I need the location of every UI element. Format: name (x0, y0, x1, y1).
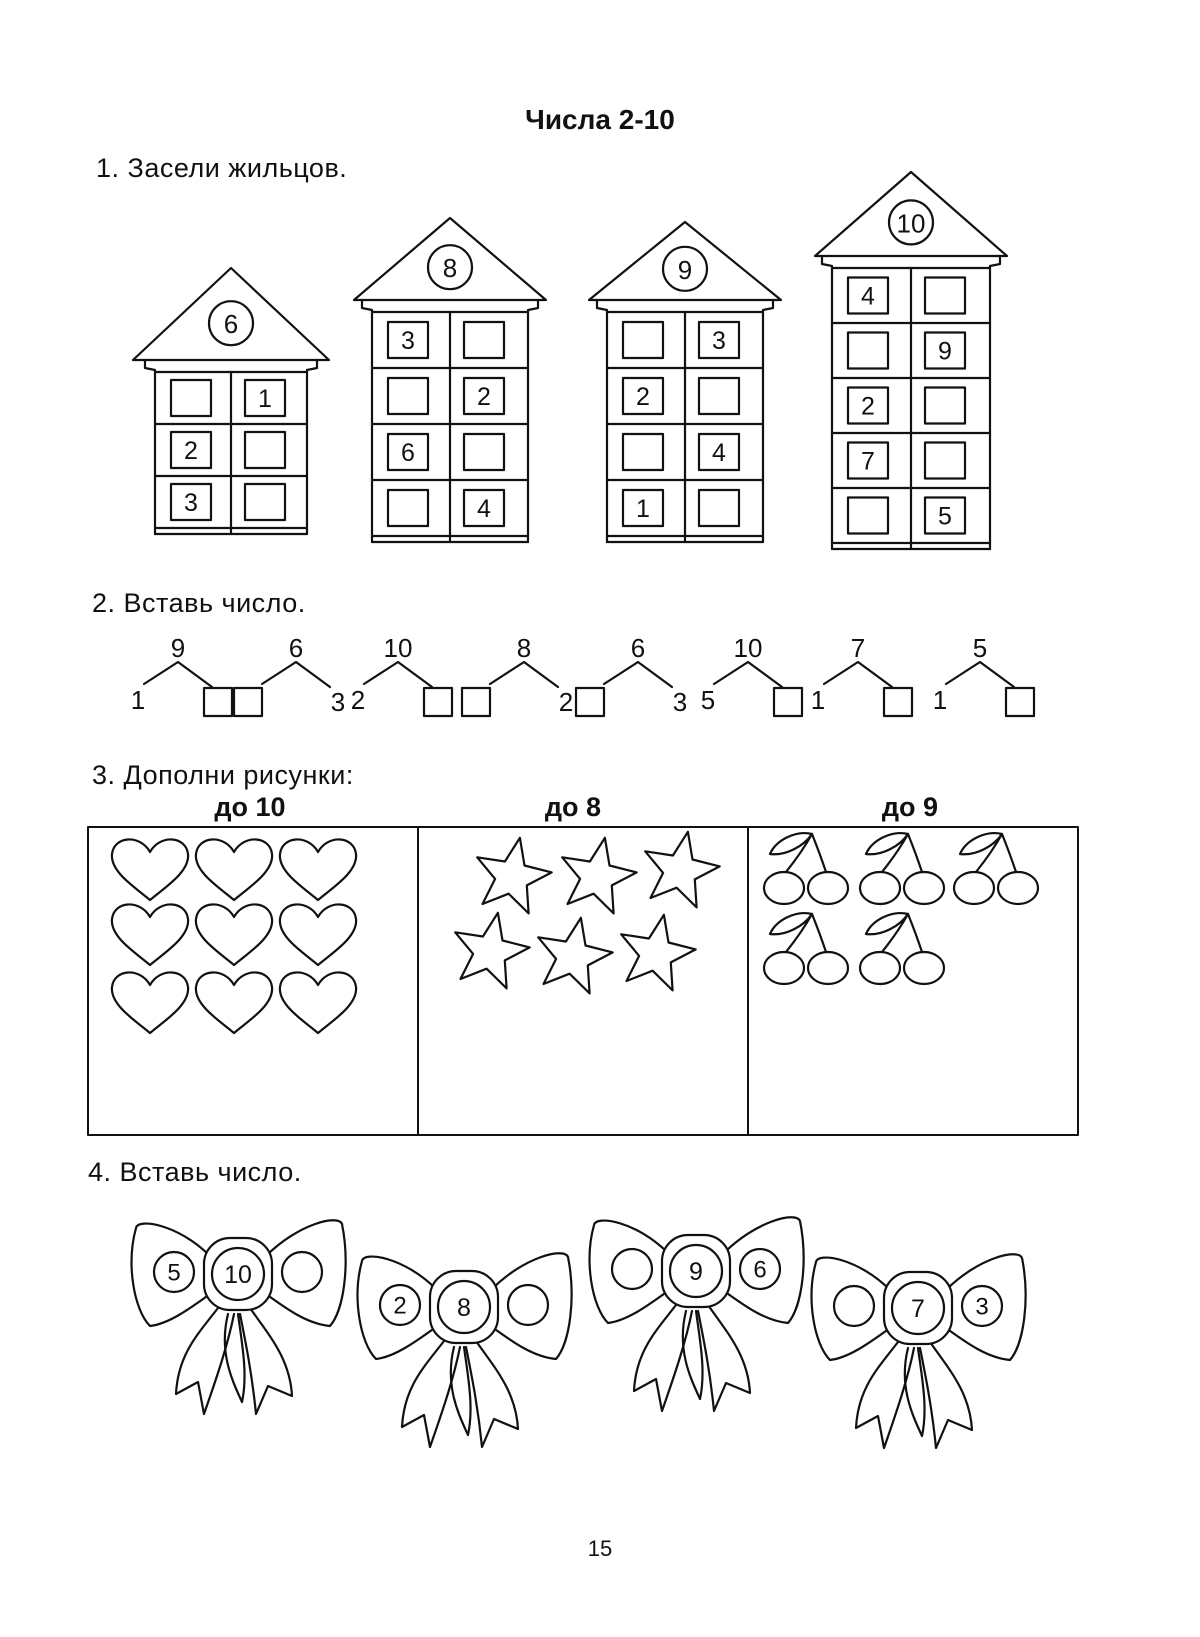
bow-right-number: 6 (753, 1256, 767, 1284)
bow-left-number: 5 (167, 1259, 181, 1287)
apartment-box (848, 498, 888, 534)
cherry-berry (904, 952, 944, 984)
panel-drawings (455, 832, 720, 994)
apartment-number: 3 (712, 327, 726, 355)
apartment-number: 1 (636, 495, 650, 523)
task2-heading: 2. Вставь число. (92, 588, 306, 618)
panel-label: до 9 (881, 792, 939, 822)
cherry-berry (904, 872, 944, 904)
split-left-number: 1 (932, 685, 948, 715)
split-left-number: 5 (700, 685, 716, 715)
task3-heading: 3. Дополни рисунки: (92, 760, 354, 790)
apartment-number: 1 (258, 385, 272, 413)
house-number: 10 (896, 208, 926, 239)
apartment-number: 4 (712, 439, 726, 467)
bow (812, 1254, 1026, 1448)
apartment-box (925, 443, 965, 479)
split-branches (490, 662, 558, 687)
apartment-number: 4 (861, 282, 875, 311)
bow (358, 1253, 572, 1447)
house-eave (362, 300, 538, 312)
apartment-box (925, 278, 965, 314)
split-top-number: 10 (733, 633, 763, 663)
split-top-number: 9 (170, 633, 186, 663)
cherry-berry (808, 872, 848, 904)
heart-shape (280, 972, 356, 1033)
house-number: 8 (442, 253, 458, 284)
bow-tail (920, 1342, 972, 1448)
panel-drawings (112, 839, 356, 1033)
split-right-box (424, 688, 452, 716)
apartment-number: 7 (861, 447, 875, 476)
apartment-number: 2 (636, 383, 650, 411)
split-branches (144, 662, 212, 687)
house-number: 6 (223, 309, 239, 340)
apartment-number: 2 (477, 383, 491, 411)
split-top-number: 8 (516, 633, 532, 663)
bow-center-number: 9 (689, 1258, 703, 1286)
split-left-number: 1 (810, 685, 826, 715)
heart-shape (196, 904, 272, 965)
house (815, 172, 1007, 549)
house (354, 218, 546, 542)
apartment-number: 4 (477, 495, 491, 523)
apartment-box (245, 432, 285, 468)
star-shape (455, 913, 530, 989)
cherry-berry (860, 952, 900, 984)
star-shape (477, 838, 552, 914)
split-top-number: 6 (630, 633, 646, 663)
heart-shape (112, 904, 188, 965)
apartment-box (464, 434, 504, 470)
split-branches (262, 662, 330, 687)
bow-center-number: 7 (911, 1295, 925, 1323)
apartment-box (623, 434, 663, 470)
star-shape (538, 918, 613, 994)
star-shape (621, 915, 696, 991)
number-split (811, 633, 912, 716)
split-left-number: 2 (350, 685, 366, 715)
house-eave (822, 256, 1000, 268)
split-right-box (1006, 688, 1034, 716)
split-left-box (234, 688, 262, 716)
split-branches (946, 662, 1014, 687)
cherry-berry (998, 872, 1038, 904)
split-branches (604, 662, 672, 687)
apartment-box (623, 322, 663, 358)
page-number: 15 (587, 1536, 613, 1561)
cherry-berry (764, 952, 804, 984)
cherry-berry (764, 872, 804, 904)
split-branches (824, 662, 892, 687)
house (589, 222, 781, 542)
bow-center-number: 10 (224, 1261, 252, 1289)
number-split (462, 633, 573, 717)
split-right-number: 3 (672, 687, 688, 717)
apartment-number: 3 (184, 489, 198, 517)
bow-right-circle (508, 1285, 548, 1325)
heart-shape (112, 839, 188, 900)
house-eave (597, 300, 773, 312)
number-split (576, 633, 687, 717)
heart-shape (280, 839, 356, 900)
split-left-box (576, 688, 604, 716)
house-number: 9 (677, 254, 693, 285)
apartment-box (699, 490, 739, 526)
cherry-berry (808, 952, 848, 984)
bow-tail (240, 1308, 292, 1414)
panel-label: до 8 (544, 792, 602, 822)
bow-right-loop (492, 1253, 572, 1359)
number-split (933, 633, 1034, 716)
split-right-number: 2 (558, 687, 574, 717)
number-split (701, 633, 802, 716)
apartment-number: 3 (401, 327, 415, 355)
cherry-berry (860, 872, 900, 904)
apartment-number: 2 (184, 437, 198, 465)
apartment-box (848, 333, 888, 369)
house (133, 268, 329, 534)
number-split (131, 633, 232, 716)
split-top-number: 10 (383, 633, 413, 663)
bow-right-number: 3 (975, 1293, 989, 1321)
bow-left-loop (812, 1258, 890, 1360)
house-eave (145, 360, 317, 372)
split-left-number: 1 (130, 685, 146, 715)
number-split (351, 633, 452, 716)
split-branches (714, 662, 782, 687)
split-right-box (884, 688, 912, 716)
split-branches (364, 662, 432, 687)
split-right-box (204, 688, 232, 716)
heart-shape (196, 972, 272, 1033)
apartment-number: 2 (861, 392, 875, 421)
bow (590, 1217, 804, 1411)
heart-shape (112, 972, 188, 1033)
apartment-box (925, 388, 965, 424)
bow (132, 1220, 346, 1414)
apartment-box (171, 380, 211, 416)
heart-shape (196, 839, 272, 900)
bow-tail (698, 1305, 750, 1411)
bow-tail (466, 1341, 518, 1447)
apartment-number: 5 (938, 502, 952, 531)
heart-shape (280, 904, 356, 965)
task4-heading: 4. Вставь число. (88, 1157, 302, 1187)
bow-center-number: 8 (457, 1294, 471, 1322)
page-title: Числа 2-10 (525, 104, 675, 135)
panel-label: до 10 (214, 792, 286, 822)
bow-left-loop (590, 1221, 668, 1323)
apartment-box (245, 484, 285, 520)
split-left-box (462, 688, 490, 716)
number-split (234, 633, 345, 717)
apartment-number: 6 (401, 439, 415, 467)
split-top-number: 7 (850, 633, 866, 663)
bow-left-circle (612, 1249, 652, 1289)
panel-drawings (764, 833, 1038, 984)
bow-right-circle (282, 1252, 322, 1292)
apartment-box (388, 490, 428, 526)
split-top-number: 5 (972, 633, 988, 663)
star-shape (562, 838, 637, 914)
cherry-berry (954, 872, 994, 904)
split-right-number: 3 (330, 687, 346, 717)
bow-left-number: 2 (393, 1292, 407, 1320)
bow-left-circle (834, 1286, 874, 1326)
task1-heading: 1. Засели жильцов. (96, 153, 348, 183)
split-top-number: 6 (288, 633, 304, 663)
apartment-box (464, 322, 504, 358)
bow-right-loop (266, 1220, 346, 1326)
star-shape (645, 832, 720, 908)
apartment-box (388, 378, 428, 414)
apartment-number: 9 (938, 337, 952, 366)
apartment-box (699, 378, 739, 414)
split-right-box (774, 688, 802, 716)
